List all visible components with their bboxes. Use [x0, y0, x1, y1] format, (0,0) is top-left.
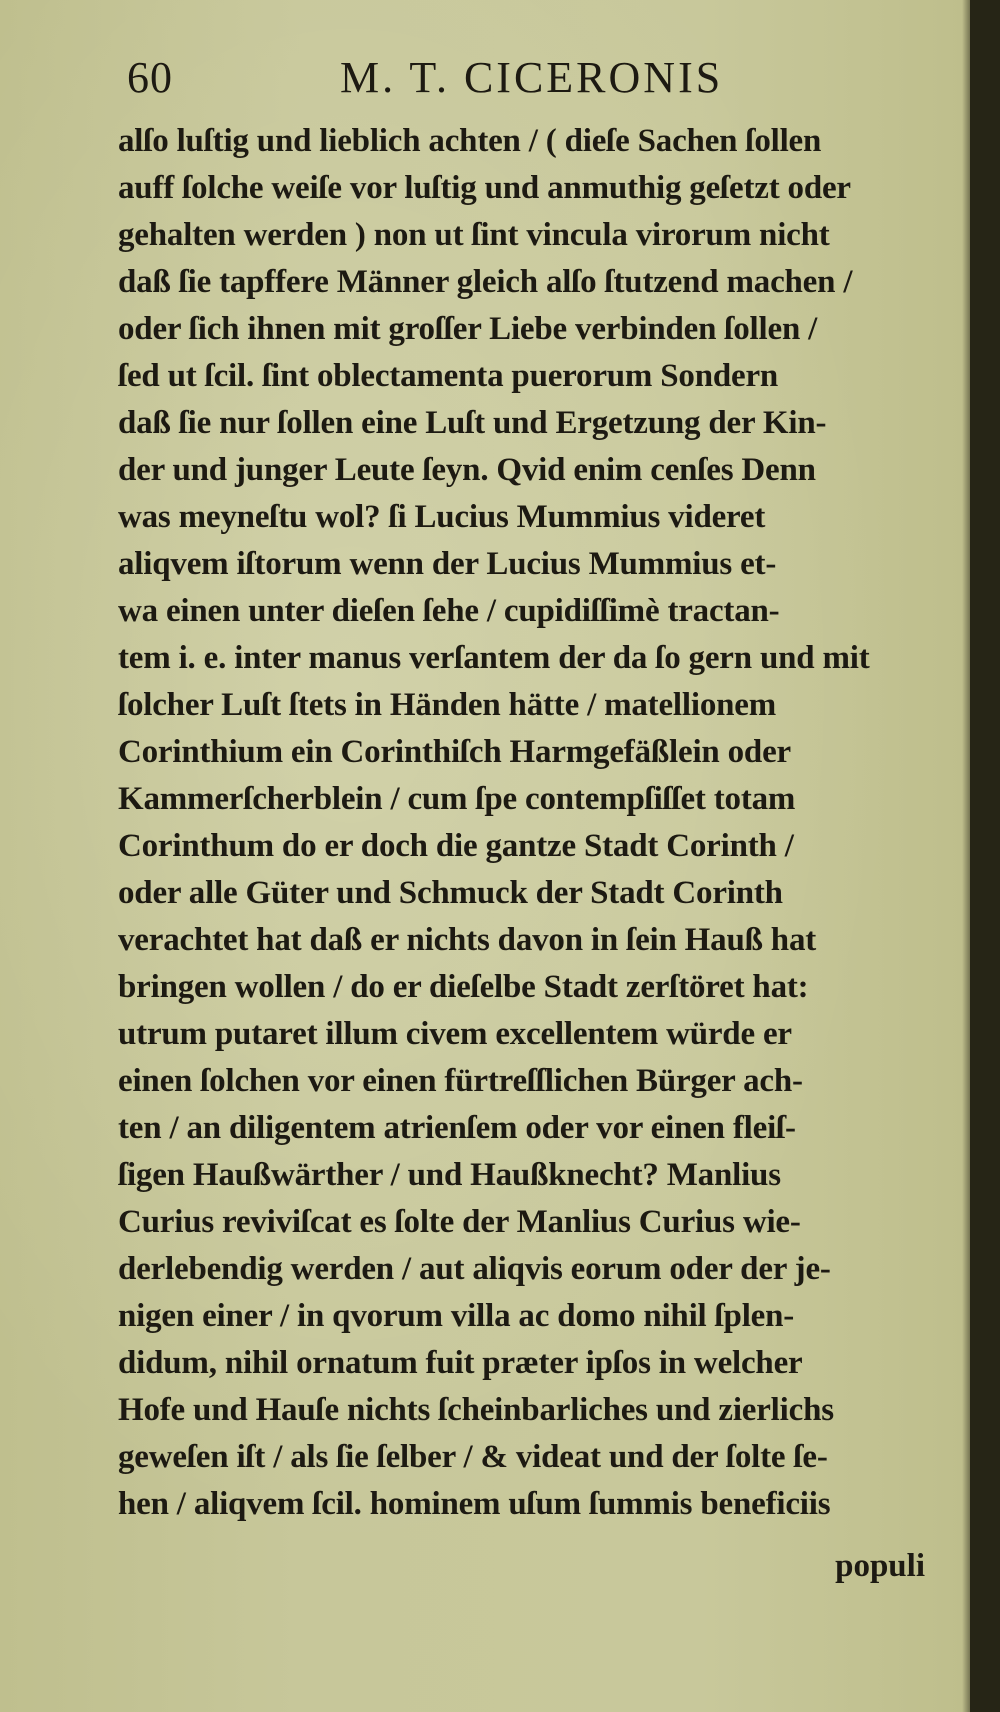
- text-line: ſed ut ſcil. ſint oblectamenta puerorum Sondern: [118, 358, 779, 394]
- text-line: didum, nihil ornatum fuit præter ipſos in welcher: [118, 1345, 803, 1381]
- text-line: hen / aliqvem ſcil. hominem uſum ſummis beneficiis: [118, 1486, 831, 1522]
- text-line: Corinthum do er doch die gantze Stadt Corinth /: [118, 828, 794, 864]
- text-line: nigen einer / in qvorum villa ac domo nihil ſplen-: [118, 1298, 795, 1334]
- catchword: populi: [835, 1548, 925, 1584]
- text-line: wa einen unter dieſen ſehe / cupidiſſimè tractan-: [118, 593, 780, 629]
- text-line: ten / an diligentem atrienſem oder vor einen fleiſ-: [118, 1110, 796, 1146]
- text-line: verachtet hat daß er nichts davon in ſein Hauß hat: [118, 922, 817, 958]
- book-spine: [970, 0, 1000, 1712]
- page-gutter-shadow: [962, 0, 970, 1712]
- text-line: Kammerſcherblein / cum ſpe contempſiſſet totam: [118, 781, 796, 817]
- text-line: ſolcher Luſt ſtets in Händen hätte / matellionem: [118, 687, 777, 723]
- text-line: einen ſolchen vor einen fürtreſſlichen Bürger ach-: [118, 1063, 803, 1099]
- text-line: bringen wollen / do er dieſelbe Stadt zerſtöret hat:: [118, 969, 809, 1005]
- text-line: gehalten werden ) non ut ſint vincula virorum nicht: [118, 217, 830, 253]
- page-number: 60: [127, 53, 173, 102]
- text-line: aliqvem iſtorum wenn der Lucius Mummius et-: [118, 546, 777, 582]
- text-line: daß ſie nur ſollen eine Luſt und Ergetzung der Kin-: [118, 405, 827, 441]
- text-line: Corinthium ein Corinthiſch Harmgefäßlein oder: [118, 734, 791, 770]
- text-line: auff ſolche weiſe vor luſtig und anmuthig geſetzt oder: [118, 170, 851, 206]
- text-line: derlebendig werden / aut aliqvis eorum oder der je-: [118, 1251, 831, 1287]
- text-line: Hofe und Hauſe nichts ſcheinbarliches und zierlichs: [118, 1392, 834, 1428]
- text-line: oder ſich ihnen mit groſſer Liebe verbinden ſollen /: [118, 311, 818, 347]
- text-line: geweſen iſt / als ſie ſelber / & videat und der ſolte ſe-: [118, 1439, 828, 1475]
- text-line: alſo luſtig und lieblich achten / ( dieſe Sachen ſollen: [118, 123, 822, 159]
- text-line: was meyneſtu wol? ſi Lucius Mummius videret: [118, 499, 766, 535]
- text-line: tem i. e. inter manus verſantem der da ſo gern und mit: [118, 640, 870, 676]
- text-line: oder alle Güter und Schmuck der Stadt Corinth: [118, 875, 783, 911]
- running-head: M. T. CICERONIS: [340, 53, 724, 102]
- text-line: utrum putaret illum civem excellentem würde er: [118, 1016, 792, 1052]
- text-line: daß ſie tapffere Männer gleich alſo ſtutzend machen /: [118, 264, 853, 300]
- body-text: [118, 118, 928, 1528]
- page-header: [125, 52, 825, 112]
- text-line: der und junger Leute ſeyn. Qvid enim cenſes Denn: [118, 452, 816, 488]
- text-line: ſigen Haußwärther / und Haußknecht? Manlius: [118, 1157, 781, 1193]
- text-line: Curius reviviſcat es ſolte der Manlius Curius wie-: [118, 1204, 801, 1240]
